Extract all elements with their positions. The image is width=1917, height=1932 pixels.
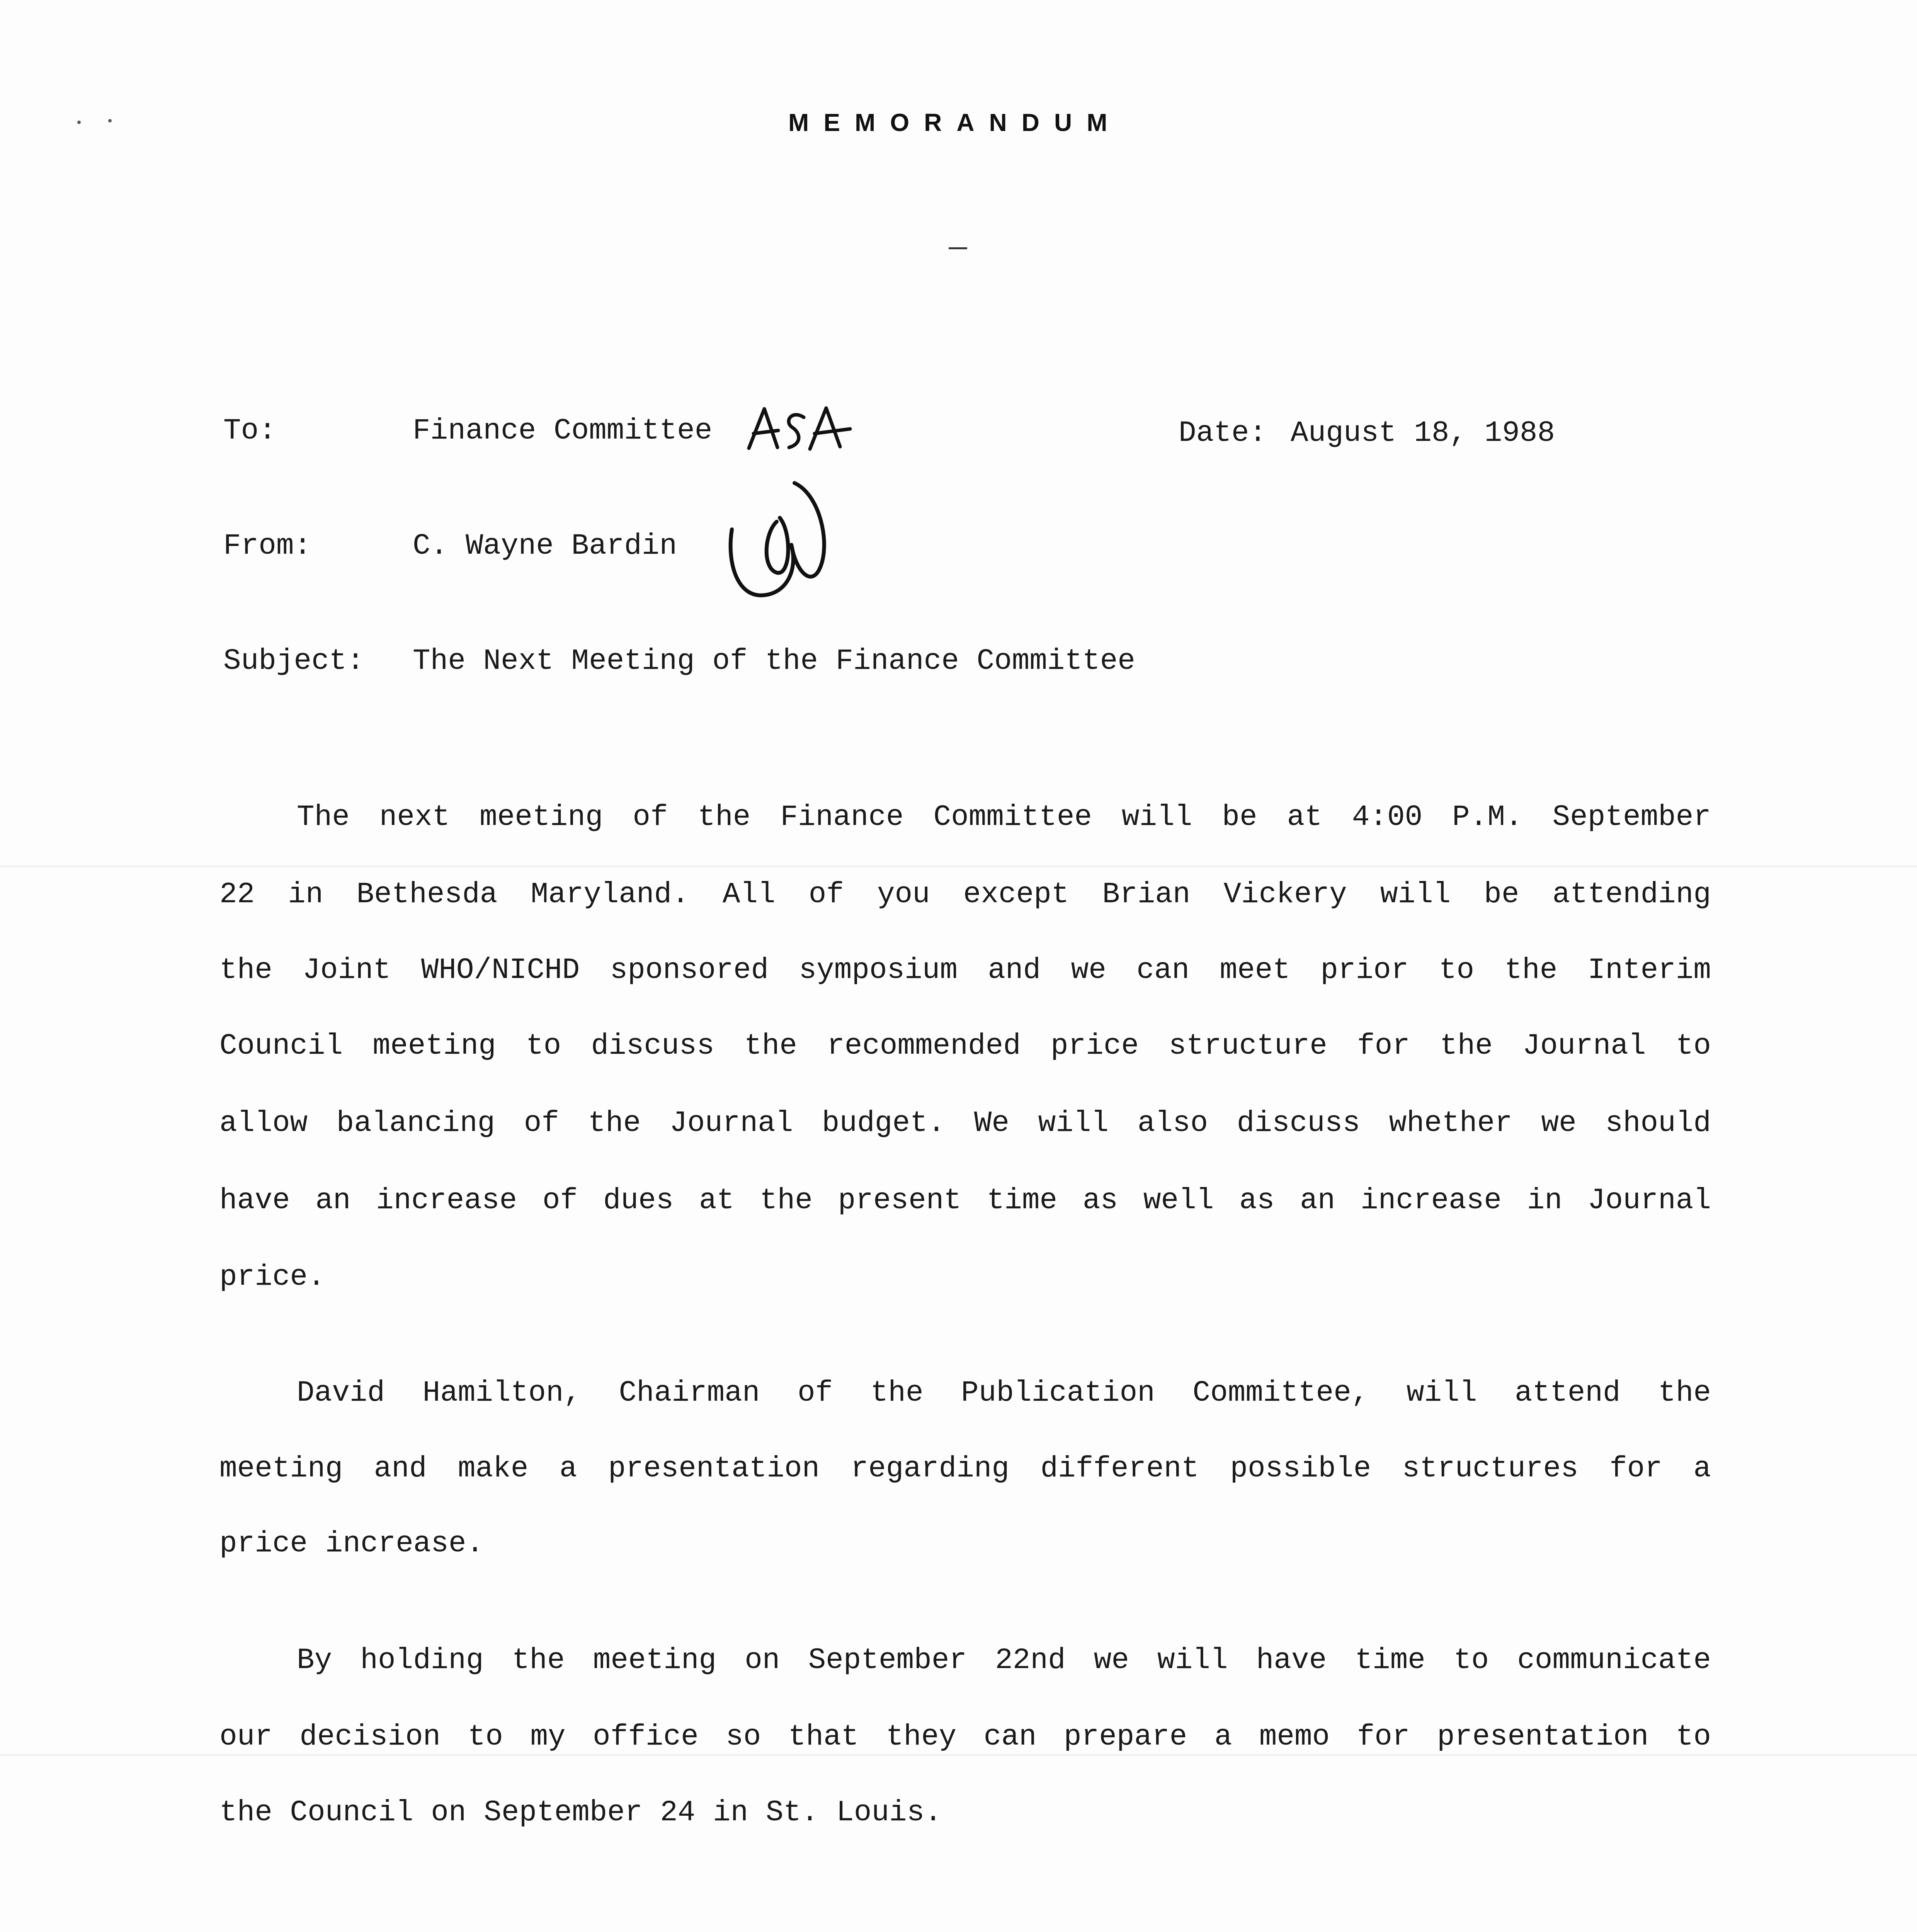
paragraph-line: price increase. xyxy=(219,1527,484,1560)
date-value: August 18, 1988 xyxy=(1291,417,1555,450)
paragraph-line: meeting and make a presentation regarding different possible structures for a xyxy=(219,1452,1711,1485)
paper-fold-line xyxy=(0,866,1917,867)
handwritten-signature xyxy=(719,471,835,611)
paper-fold-line xyxy=(0,1754,1917,1756)
paragraph-line: 22 in Bethesda Maryland. All of you except Brian Vickery will be attending xyxy=(219,878,1711,911)
paragraph-line: the Joint WHO/NICHD sponsored symposium and we can meet prior to the Interim xyxy=(219,954,1711,987)
paragraph-line: David Hamilton, Chairman of the Publication Committee, will attend the xyxy=(297,1376,1711,1410)
subject-label: Subject: xyxy=(223,645,364,678)
paragraph-line: Council meeting to discuss the recommended price structure for the Journal to xyxy=(219,1029,1711,1063)
from-value: C. Wayne Bardin xyxy=(413,529,677,563)
to-label: To: xyxy=(223,414,276,447)
subject-value: The Next Meeting of the Finance Committee xyxy=(413,645,1135,678)
date-label: Date: xyxy=(1179,417,1267,450)
to-value: Finance Committee xyxy=(413,414,713,447)
paragraph-line: our decision to my office so that they can prepare a memo for presentation to xyxy=(219,1720,1711,1753)
scan-speck xyxy=(108,119,112,122)
memo-title: MEMORANDUM xyxy=(788,109,1122,136)
dash-mark xyxy=(949,247,967,249)
from-label: From: xyxy=(223,529,312,563)
paragraph-line: the Council on September 24 in St. Louis. xyxy=(219,1796,942,1829)
handwritten-initials xyxy=(746,402,862,456)
paragraph-line: The next meeting of the Finance Committee will be at 4:00 P.M. September xyxy=(297,801,1711,834)
paragraph-line: allow balancing of the Journal budget. We will also discuss whether we should xyxy=(219,1107,1711,1140)
paragraph-line: have an increase of dues at the present time as well as an increase in Journal xyxy=(219,1184,1711,1217)
scan-speck xyxy=(77,121,81,124)
paragraph-line: By holding the meeting on September 22nd we will have time to communicate xyxy=(297,1644,1711,1677)
paragraph-line: price. xyxy=(219,1260,325,1294)
